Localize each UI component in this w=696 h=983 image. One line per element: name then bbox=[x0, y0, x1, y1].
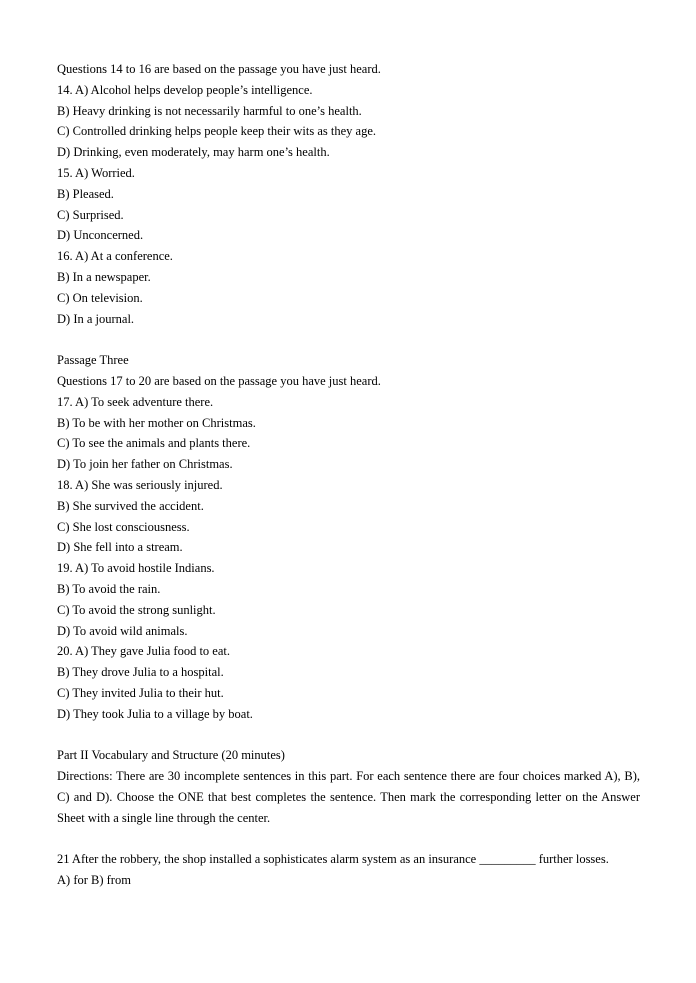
passage-instruction: Questions 17 to 20 are based on the passage you have just heard. bbox=[57, 373, 381, 388]
question-16-option-d: D) In a journal. bbox=[57, 311, 135, 326]
question-18-option-d: D) She fell into a stream. bbox=[57, 540, 183, 555]
question-15-option-b: B) Pleased. bbox=[57, 186, 114, 201]
question-14-option-d: D) Drinking, even moderately, may harm one’s health. bbox=[57, 145, 330, 160]
question-14-option-a: 14. A) Alcohol helps develop people’s intelligence. bbox=[57, 82, 313, 97]
question-16-option-b: B) In a newspaper. bbox=[57, 269, 151, 284]
question-20-option-a: 20. A) They gave Julia food to eat. bbox=[57, 644, 230, 659]
question-18-option-b: B) She survived the accident. bbox=[57, 498, 204, 513]
paragraph-gap bbox=[57, 329, 640, 350]
question-17-option-b: B) To be with her mother on Christmas. bbox=[57, 415, 256, 430]
question-19-option-c: C) To avoid the strong sunlight. bbox=[57, 602, 216, 617]
question-16-option-c: C) On television. bbox=[57, 290, 143, 305]
question-17-option-a: 17. A) To seek adventure there. bbox=[57, 394, 214, 409]
question-block-17-20 bbox=[57, 350, 640, 724]
passage-title: Passage Three bbox=[57, 353, 129, 368]
question-17-option-c: C) To see the animals and plants there. bbox=[57, 436, 251, 451]
paragraph-gap bbox=[57, 828, 640, 849]
question-18-option-a: 18. A) She was seriously injured. bbox=[57, 477, 223, 492]
question-14-option-c: C) Controlled drinking helps people keep their wits as they age. bbox=[57, 124, 377, 139]
question-19-option-b: B) To avoid the rain. bbox=[57, 581, 161, 596]
paragraph-gap bbox=[57, 725, 640, 746]
question-19-option-d: D) To avoid wild animals. bbox=[57, 623, 188, 638]
question-15-option-d: D) Unconcerned. bbox=[57, 228, 144, 243]
document-page bbox=[57, 59, 640, 891]
question-21-stem: 21 After the robbery, the shop installed a sophisticates alarm system as an insurance _________ further losses. bbox=[57, 852, 609, 867]
question-15-option-c: C) Surprised. bbox=[57, 207, 124, 222]
question-20-option-b: B) They drove Julia to a hospital. bbox=[57, 665, 224, 680]
question-15-option-a: 15. A) Worried. bbox=[57, 165, 135, 180]
section-heading: Part II Vocabulary and Structure (20 minutes) bbox=[57, 748, 285, 763]
question-20-option-d: D) They took Julia to a village by boat. bbox=[57, 706, 253, 721]
question-18-option-c: C) She lost consciousness. bbox=[57, 519, 190, 534]
question-block-14-16 bbox=[57, 59, 640, 329]
question-14-option-b: B) Heavy drinking is not necessarily harmful to one’s health. bbox=[57, 103, 362, 118]
question-17-option-d: D) To join her father on Christmas. bbox=[57, 457, 233, 472]
part-two-section bbox=[57, 745, 640, 828]
question-16-option-a: 16. A) At a conference. bbox=[57, 249, 173, 264]
passage-instruction: Questions 14 to 16 are based on the passage you have just heard. bbox=[57, 62, 381, 76]
question-20-option-c: C) They invited Julia to their hut. bbox=[57, 685, 224, 700]
question-19-option-a: 19. A) To avoid hostile Indians. bbox=[57, 561, 215, 576]
question-21-options: A) for B) from bbox=[57, 873, 131, 888]
section-directions: Directions: There are 30 incomplete sentences in this part. For each sentence there are four choices marked A), B), C) and D). Choose the ONE that best completes the sentence. Then mark the corresponding letter on the Answer Sheet with a single line through the center. bbox=[57, 769, 640, 825]
question-21 bbox=[57, 849, 640, 891]
